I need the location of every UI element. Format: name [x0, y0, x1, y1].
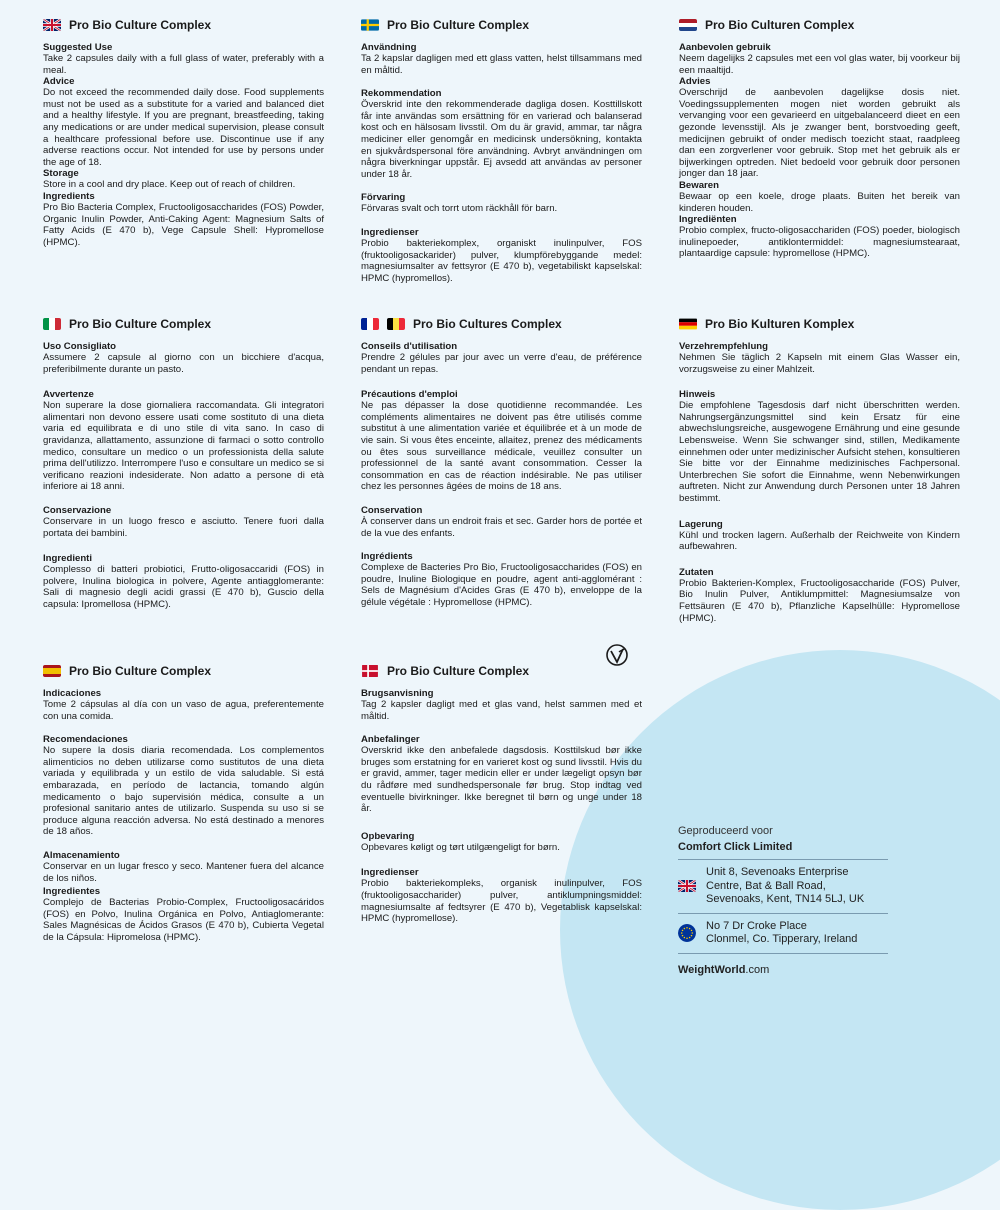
company-name: Comfort Click Limited	[678, 841, 888, 860]
paragraph: No supere la dosis diaria recomendada. Los complementos alimenticios no deben utilizarse como sustitutos de una dieta variada y equilibrada y un estilo de vida saludable. Si está embarazada, en período de lactancia, tomando algún medicamento o bajo supervisión médica, consulte a un profesional sanitario antes de utilizarlo. Suspenda su uso si se produce alguna reacción adversa. No está destinado a menores de 18 años.	[43, 745, 324, 838]
paragraph: Tome 2 cápsulas al día con un vaso de agua, preferentemente con una comida.	[43, 699, 324, 722]
paragraph: Opbevares køligt og tørt utilgængeligt for børn.	[361, 841, 560, 853]
brand-domain: .com	[745, 963, 770, 976]
heading: Storage	[43, 168, 79, 180]
paragraph: Probio Bakterien-Komplex, Fructooligosaccharide (FOS) Pulver, Bio Inulin Pulver, Antiklumpmittel: Magnesiumsalze von Fettsäuren (E 470 b), Pflanzliche Kapselhülle: Hypromellose (HPMC).	[679, 577, 960, 624]
paragraph: Assumere 2 capsule al giorno con un bicchiere d'acqua, preferibilmente durante un pasto.	[43, 352, 324, 375]
heading: Ingredientes	[43, 886, 101, 898]
brand-website	[678, 964, 888, 976]
brand-name: WeightWorld	[678, 963, 746, 976]
paragraph: Complejo de Bacterias Probio-Complex, Fructooligosacáridos (FOS) en Polvo, Inulina Orgánica en Polvo, Antiaglomerante: Sales Magnésicas de Ácidos Grasos (E 470 b), Cubierta Vegetal de la Cápsula: Hipromelosa (HPMC).	[43, 897, 324, 943]
denmark-flag-icon	[361, 665, 379, 677]
address-line: Sevenoaks, Kent, TN14 5LJ, UK	[706, 893, 865, 905]
heading: Zutaten	[679, 566, 714, 578]
paragraph: Complexe de Bacteries Pro Bio, Fructooligosaccharides (FOS) en poudre, Inuline Biologique en poudre, agent anti-agglomérant : Sels de Magnésium d'Acides Gras (E 470 b), enveloppe de la gélule végétale : Hypromellose (HPMC).	[361, 562, 642, 608]
heading: Advice	[43, 76, 75, 88]
paragraph: Take 2 capsules daily with a full glass of water, preferably with a meal.	[43, 53, 324, 76]
paragraph: Neem dagelijks 2 capsules met een vol glas water, bij voorkeur bij een maaltijd.	[679, 53, 960, 76]
section-title: Pro Bio Cultures Complex	[413, 317, 562, 331]
heading: Brugsanvisning	[361, 688, 434, 699]
germany-flag-icon	[679, 318, 697, 330]
belgium-flag-icon	[387, 318, 405, 330]
manufacturer-info	[678, 825, 888, 976]
paragraph: Probio complex, fructo-oligosacchariden (FOS) poeder, biologisch inulinepoeder, antiklontermiddel: magnesiumstearaat, plantaardige capsule: hypromellose (HPMC).	[679, 225, 960, 260]
section-title: Pro Bio Kulturen Komplex	[705, 317, 855, 331]
italy-flag-icon	[43, 318, 61, 330]
heading: Lagerung	[679, 518, 723, 530]
heading: Verzehrempfehlung	[679, 341, 769, 352]
paragraph: Complesso di batteri probiotici, Frutto-oligosaccaridi (FOS) in polvere, Inulina biologica in polvere, Agente antiagglomerante: Sali di magnesio degli acidi grassi (E 470 b), Guscio della capsula: Ipromellosa (HPMC).	[43, 564, 324, 610]
paragraph: Ta 2 kapslar dagligen med ett glass vatten, helst tillsammans med en måltid.	[361, 53, 642, 76]
uk-flag-icon	[43, 19, 61, 31]
heading: Hinweis	[679, 389, 716, 401]
address-line: No 7 Dr Croke Place	[706, 919, 807, 932]
section-nl	[679, 18, 960, 260]
heading: Précautions d'emploi	[361, 389, 458, 401]
paragraph: Bewaar op een koele, droge plaats. Buiten het bereik van kinderen houden.	[679, 190, 960, 214]
paragraph: Pro Bio Bacteria Complex, Fructooligosaccharides (FOS) Powder, Organic Inulin Powder, Anti-Caking Agent: Magnesium Salts of Fatty Acids (E 470 b), Vege Capsule Shell: Hypromellose (HPMC).	[43, 201, 324, 248]
heading: Anbefalinger	[361, 734, 420, 746]
heading: Conseils d'utilisation	[361, 341, 458, 352]
paragraph: Probio bakteriekomplex, organiskt inulinpulver, FOS (fruktooligosackarider) pulver, klumpförebyggande medel: magnesiumsalter av fettsyror (E 470 b), vegetabiliskt kapselskal: HPMC (hypromellos).	[361, 237, 642, 284]
heading: Ingrediënten	[679, 214, 737, 226]
heading: Rekommendation	[361, 88, 442, 100]
heading: Almacenamiento	[43, 849, 120, 861]
heading: Suggested Use	[43, 42, 113, 53]
section-it	[43, 317, 324, 611]
section-title: Pro Bio Culture Complex	[387, 664, 530, 678]
heading: Uso Consigliato	[43, 341, 117, 352]
paragraph: Ne pas dépasser la dose quotidienne recommandée. Les compléments alimentaires ne doivent pas être utilisés comme substitut à une alimentation variée et équilibrée et à un mode de vie sain. Si vous êtes enceinte, allaitez, prenez des médicaments ou êtes sous surveillance médicale, veuillez consulter un professionnel de la santé avant consommation. Cesser la consommation en cas de réaction indésirable. Ne pas utiliser chez les personnes âgées de moins de 18 ans.	[361, 400, 642, 493]
spain-flag-icon	[43, 665, 61, 677]
heading: Förvaring	[361, 192, 406, 204]
section-title: Pro Bio Culture Complex	[387, 18, 530, 32]
paragraph: Probio bakteriekompleks, organisk inulinpulver, FOS (fruktooligosaccharider) pulver, antiklumpningsmiddel: magnesiumsalte af fedtsyrer (E 470 b), Vegetablisk kapselskal: HPMC (hypromellose).	[361, 878, 642, 925]
france-flag-icon	[361, 318, 379, 330]
sweden-flag-icon	[361, 19, 379, 31]
heading: Ingredients	[43, 190, 95, 202]
paragraph: Kühl und trocken lagern. Außerhalb der Reichweite von Kindern aufbewahren.	[679, 529, 960, 553]
section-title: Pro Bio Culture Complex	[69, 18, 212, 32]
section-da	[361, 664, 642, 925]
paragraph: Die empfohlene Tagesdosis darf nicht überschritten werden. Nahrungsergänzungsmittel sind kein Ersatz für eine abwechslungsreiche, ausgewogene Ernährung und eine gesunde Lebensweise. Wenn Sie schwanger sind, stillen, Medikamente einnehmen oder unter medizinischer Aufsicht stehen, konsultieren Sie bitte vor der Einnahme medizinisches Fachpersonal. Unterbrechen Sie sofort die Einnahme, wenn Nebenwirkungen auftreten. Nicht zur Anwendung durch Personen unter 18 Jahren bestimmt.	[679, 400, 960, 504]
section-es	[43, 664, 324, 944]
heading: Conservation	[361, 504, 423, 516]
paragraph: À conserver dans un endroit frais et sec. Garder hors de portée et de la vue des enfants.	[361, 515, 642, 539]
address-line: Unit 8, Sevenoaks Enterprise	[706, 866, 849, 878]
heading: Recomendaciones	[43, 734, 128, 746]
heading: Advies	[679, 76, 711, 88]
paragraph: Store in a cool and dry place. Keep out of reach of children.	[43, 179, 296, 191]
heading: Användning	[361, 42, 417, 53]
paragraph: Conservare in un luogo fresco e asciutto. Tenere fuori dalla portata dei bambini.	[43, 515, 324, 539]
heading: Ingredienser	[361, 867, 419, 879]
heading: Conservazione	[43, 504, 112, 516]
address-uk	[678, 860, 888, 914]
section-title: Pro Bio Culturen Complex	[705, 18, 855, 32]
address-line: Clonmel, Co. Tipperary, Ireland	[706, 933, 858, 945]
paragraph: Do not exceed the recommended daily dose. Food supplements must not be used as a substitute for a varied and balanced diet and a healthy lifestyle. If you are pregnant, breastfeeding, taking any medications or are under medical supervision, please consult a healthcare professional before use. Discontinue use if any adverse reactions occur. Not intended for use by persons under the age of 18.	[43, 87, 324, 168]
section-title: Pro Bio Culture Complex	[69, 317, 212, 331]
heading: Bewaren	[679, 179, 719, 191]
paragraph: Förvaras svalt och torrt utom räckhåll för barn.	[361, 203, 558, 215]
produced-for-label: Geproduceerd voor	[678, 825, 773, 837]
heading: Aanbevolen gebruik	[679, 42, 771, 53]
section-fr	[361, 317, 642, 609]
paragraph: Overschrijd de aanbevolen dagelijkse dosis niet. Voedingssupplementen mogen niet worden gebruikt als vervanging voor een gevarieerd en uitgebalanceerd dieet en een gezonde levensstijl. Als je zwanger bent, borstvoeding geeft, medicijnen gebruikt of onder medisch toezicht staat, raadpleeg dan een zorgverlener voor gebruik. Stop met het gebruik als er bijwerkingen optreden. Niet bedoeld voor gebruik door personen jonger dan 18 jaar.	[679, 87, 960, 180]
section-de	[679, 317, 960, 624]
section-title: Pro Bio Culture Complex	[69, 664, 212, 678]
paragraph: Nehmen Sie täglich 2 Kapseln mit einem Glas Wasser ein, vorzugsweise zu einer Mahlzeit.	[679, 352, 960, 375]
paragraph: Conservar en un lugar fresco y seco. Mantener fuera del alcance de los niños.	[43, 860, 324, 884]
heading: Ingrédients	[361, 551, 413, 563]
paragraph: Överskrid inte den rekommenderade dagliga dosen. Kosttillskott får inte användas som ersättning för en varierad och balanserad kost och en hälsosam livsstil. Om du är gravid, ammar, tar några mediciner eller genomgår en medicinsk undersökning, kontakta en sjukvårdspersonal före användning. Avbryt användningen om några biverkningar uppstår. Ej avsedd att användas av personer under 18 år.	[361, 99, 642, 180]
heading: Opbevaring	[361, 830, 415, 842]
uk-flag-icon	[678, 880, 696, 892]
paragraph: Non superare la dose giornaliera raccomandata. Gli integratori alimentari non devono essere usati come sostituto di una dieta varia ed equilibrata e di uno stile di vita sano. In caso di gravidanza, allattamento, assunzione di farmaci o sotto controllo medico, consultare un medico o un professionista della salute prima dell'utilizzo. Interrompere l'uso e consultare un medico se si verificano reazioni indesiderate. Non adatto a persone di età inferiore ai 18 anni.	[43, 400, 324, 493]
section-sv	[361, 18, 642, 284]
eu-flag-icon	[678, 924, 696, 942]
heading: Indicaciones	[43, 688, 102, 699]
address-ie	[678, 914, 888, 954]
heading: Ingredienser	[361, 226, 419, 238]
section-en	[43, 18, 324, 248]
heading: Avvertenze	[43, 389, 94, 401]
address-line: Centre, Bat & Ball Road,	[706, 879, 826, 892]
paragraph: Overskrid ikke den anbefalede dagsdosis. Kosttilskud bør ikke bruges som erstatning for en varieret kost og sund livsstil. Hvis du er gravid, ammer, tager medicin eller er under lægeligt opsyn bør du rådføre med sundhedspersonale før brug. Stop indtag ved eventuelle bivirkninger. Ikke beregnet til børn og unge under 18 år.	[361, 745, 642, 815]
netherlands-flag-icon	[679, 19, 697, 31]
paragraph: Prendre 2 gélules par jour avec un verre d'eau, de préférence pendant un repas.	[361, 352, 642, 375]
heading: Ingredienti	[43, 553, 93, 565]
paragraph: Tag 2 kapsler dagligt med et glas vand, helst sammen med et måltid.	[361, 699, 642, 722]
